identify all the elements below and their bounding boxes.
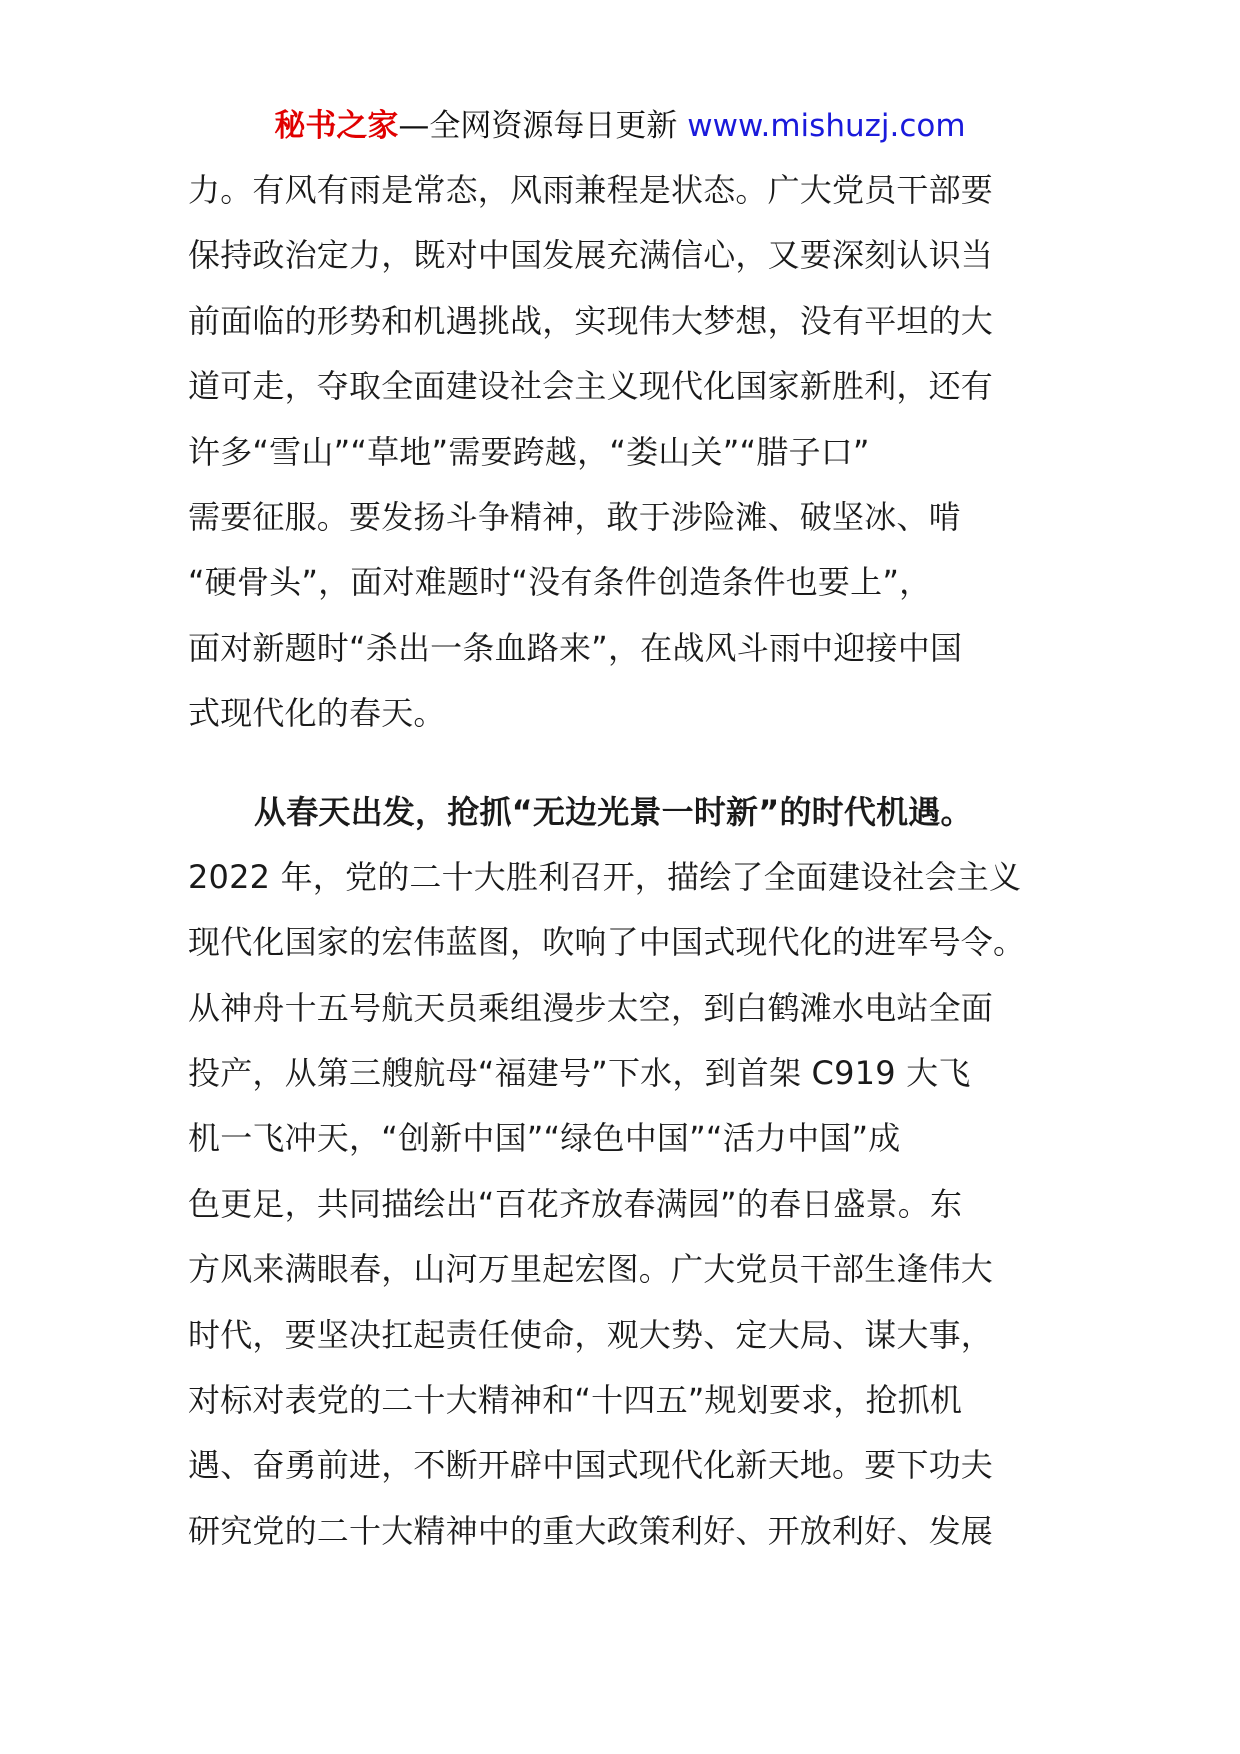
text-line: “硬骨头”，面对难题时“没有条件创造条件也要上”，	[188, 563, 932, 602]
text-line: 机一飞冲天，“创新中国”“绿色中国”“活力中国”成	[188, 1119, 901, 1158]
text-line: 式现代化的春天。	[188, 694, 446, 733]
paragraph-continued	[188, 158, 1058, 747]
section-heading: 从春天出发，抢抓“无边光景一时新”的时代机遇。	[254, 792, 973, 831]
text-line: 从神舟十五号航天员乘组漫步太空，到白鹤滩水电站全面	[188, 988, 994, 1027]
text-line: 研究党的二十大精神中的重大政策利好、开放利好、发展	[188, 1511, 994, 1550]
document-body	[188, 158, 1058, 1564]
site-url-link[interactable]: www.mishuzj.com	[687, 108, 966, 144]
paragraph-spring	[188, 780, 1058, 1565]
header-tagline: —全网资源每日更新	[398, 108, 688, 144]
text-line: 需要征服。要发扬斗争精神，敢于涉险滩、破坚冰、啃	[188, 497, 961, 536]
page-header	[0, 104, 1240, 148]
text-line: 投产，从第三艘航母“福建号”下水，到首架 C919 大飞	[188, 1054, 971, 1093]
text-line: 现代化国家的宏伟蓝图，吹响了中国式现代化的进军号令。	[188, 923, 1026, 962]
text-line: 方风来满眼春，山河万里起宏图。广大党员干部生逢伟大	[188, 1250, 994, 1289]
text-line: 时代，要坚决扛起责任使命，观大势、定大局、谋大事，	[188, 1315, 994, 1354]
text-line: 面对新题时“杀出一条血路来”，在战风斗雨中迎接中国	[188, 628, 963, 667]
text-line: 色更足，共同描绘出“百花齐放春满园”的春日盛景。东	[188, 1184, 963, 1223]
text-line: 前面临的形势和机遇挑战，实现伟大梦想，没有平坦的大	[188, 301, 994, 340]
text-line: 力。有风有雨是常态，风雨兼程是状态。广大党员干部要	[188, 171, 994, 209]
paragraph-gap	[188, 747, 1058, 780]
text-line: 道可走，夺取全面建设社会主义现代化国家新胜利，还有	[188, 367, 994, 406]
brand-name: 秘书之家	[274, 108, 399, 144]
text-line: 许多“雪山”“草地”需要跨越，“娄山关”“腊子口”	[188, 432, 870, 471]
text-line: 遇、奋勇前进，不断开辟中国式现代化新天地。要下功夫	[188, 1446, 994, 1485]
text-line: 保持政治定力，既对中国发展充满信心，又要深刻认识当	[188, 236, 994, 275]
text-line: 对标对表党的二十大精神和“十四五”规划要求，抢抓机	[188, 1381, 963, 1420]
text-line: 2022 年，党的二十大胜利召开，描绘了全面建设社会主义	[188, 857, 1022, 896]
